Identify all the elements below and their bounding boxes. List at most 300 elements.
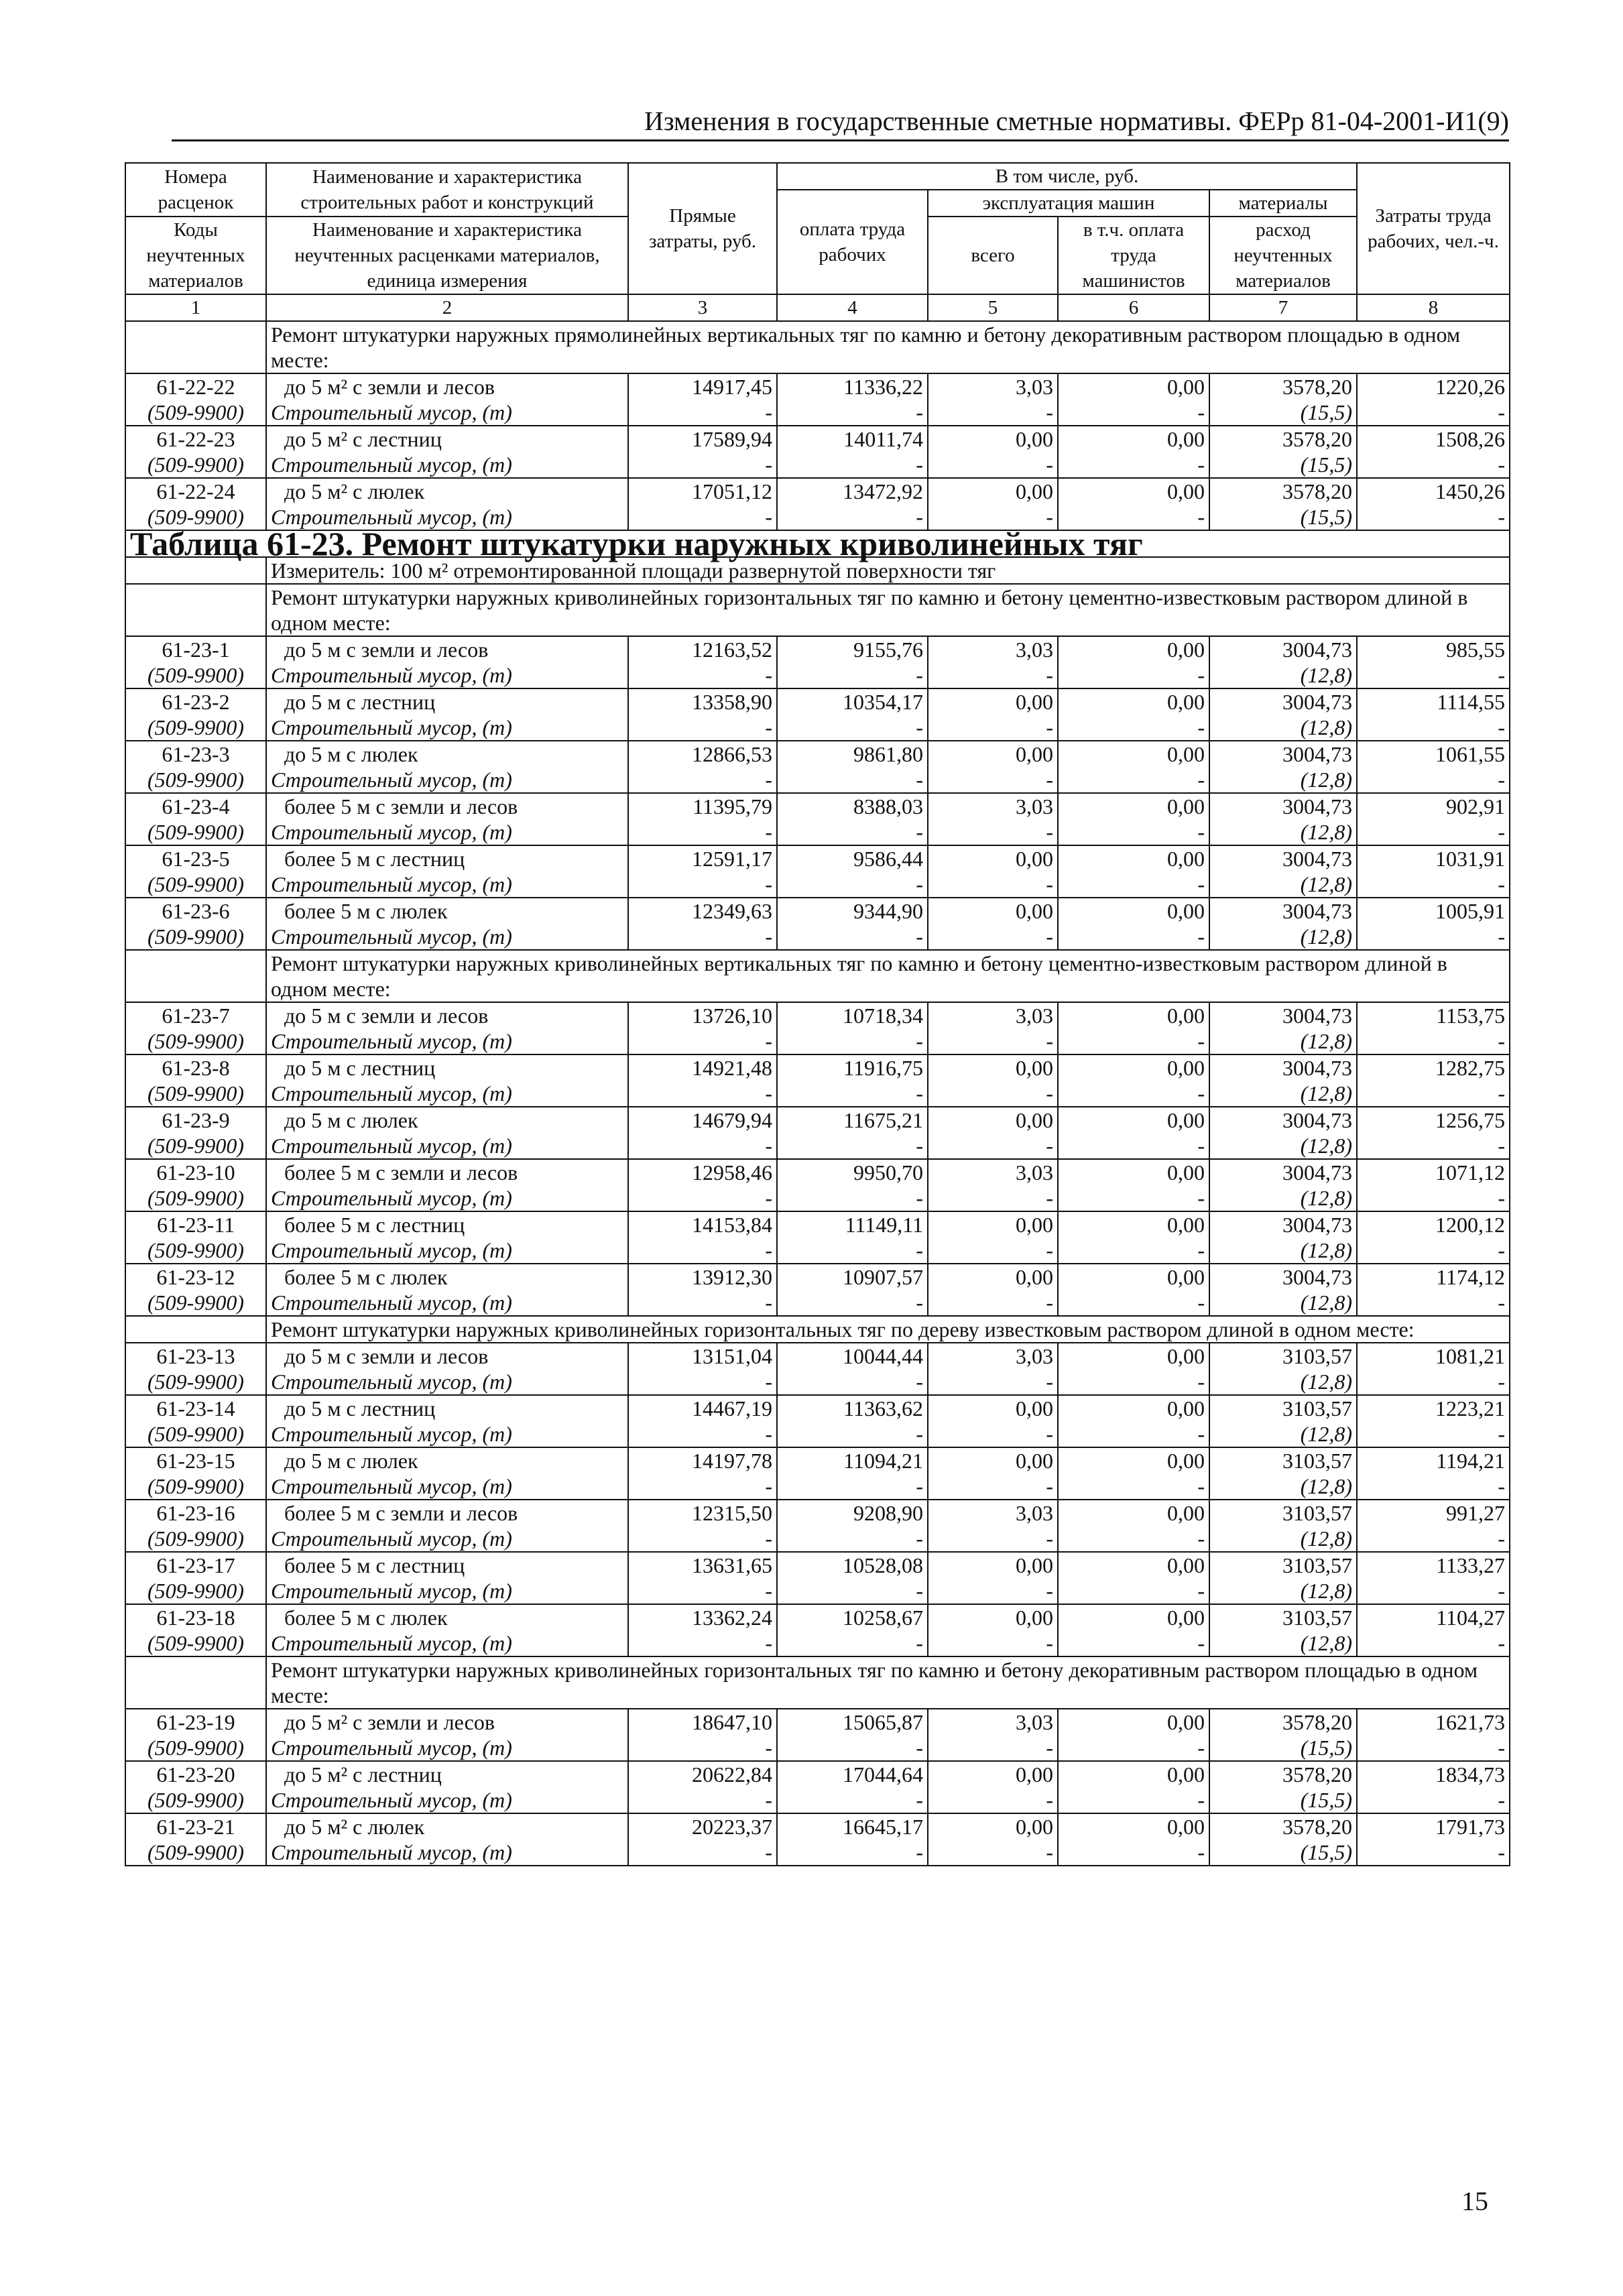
dash: -: [928, 662, 1058, 688]
material-name: Строительный мусор, (т): [266, 767, 628, 793]
dash: -: [777, 1735, 928, 1761]
group-caption: Ремонт штукатурки наружных криволинейных горизонтальных тяг по камню и бетону цементно-известковым раствором длиной в одном месте:: [266, 584, 1510, 636]
table-row: [125, 1395, 1510, 1421]
dash: -: [1357, 924, 1510, 950]
materials-cost: 3578,20: [1209, 1709, 1357, 1735]
dash: -: [777, 715, 928, 741]
dash: -: [777, 1133, 928, 1159]
materials-cost: 3004,73: [1209, 845, 1357, 871]
col-header-material-names: Наименование и характеристика неучтенных расценками материалов, единица измерения: [266, 217, 628, 294]
machines-total: 0,00: [928, 1761, 1058, 1787]
dash: -: [777, 1578, 928, 1604]
table-title-row: [125, 530, 1510, 557]
dash: -: [777, 1185, 928, 1211]
dash: -: [628, 871, 777, 898]
work-name: до 5 м² с земли и лесов: [266, 373, 628, 400]
dash: -: [628, 1578, 777, 1604]
material-row: [125, 1839, 1510, 1866]
operator-wages: 0,00: [1058, 1343, 1209, 1369]
dash: -: [777, 662, 928, 688]
wages: 11149,11: [777, 1211, 928, 1237]
table-row: [125, 478, 1510, 504]
work-name: до 5 м с земли и лесов: [266, 1002, 628, 1028]
materials-cost: 3004,73: [1209, 688, 1357, 715]
materials-cost: 3578,20: [1209, 1761, 1357, 1787]
operator-wages: 0,00: [1058, 898, 1209, 924]
dash: -: [628, 1237, 777, 1264]
dash: -: [628, 1421, 777, 1447]
material-qty: (12,8): [1209, 1237, 1357, 1264]
dash: -: [928, 1369, 1058, 1395]
dash: -: [928, 452, 1058, 478]
material-row: [125, 1630, 1510, 1656]
wages: 10528,08: [777, 1552, 928, 1578]
dash: -: [777, 1081, 928, 1107]
dash: -: [628, 1787, 777, 1813]
rate-code: 61-23-4: [125, 793, 266, 819]
dash: -: [1357, 1421, 1510, 1447]
col-num: 8: [1357, 294, 1510, 321]
work-name: более 5 м с земли и лесов: [266, 793, 628, 819]
dash: -: [1058, 1290, 1209, 1316]
dash: -: [1357, 400, 1510, 426]
dash: -: [1357, 1185, 1510, 1211]
wages: 10044,44: [777, 1343, 928, 1369]
dash: -: [628, 1185, 777, 1211]
group-row: [125, 950, 1510, 1002]
labor-hours: 1223,21: [1357, 1395, 1510, 1421]
materials-cost: 3004,73: [1209, 1159, 1357, 1185]
work-name: более 5 м с люлек: [266, 1604, 628, 1630]
labor-hours: 902,91: [1357, 793, 1510, 819]
dash: -: [1357, 1081, 1510, 1107]
dash: -: [1357, 504, 1510, 530]
dash: -: [1058, 1473, 1209, 1500]
dash: -: [1357, 715, 1510, 741]
dash: -: [1058, 1839, 1209, 1866]
material-code: (509-9900): [125, 1028, 266, 1054]
dash: -: [928, 1185, 1058, 1211]
dash: -: [1357, 1578, 1510, 1604]
col-header-material-use: расход неучтенных материалов: [1209, 217, 1357, 294]
direct-cost: 14921,48: [628, 1054, 777, 1081]
dash: -: [928, 1028, 1058, 1054]
table-row: [125, 1709, 1510, 1735]
material-name: Строительный мусор, (т): [266, 1421, 628, 1447]
materials-cost: 3004,73: [1209, 741, 1357, 767]
material-row: [125, 662, 1510, 688]
measure-row: [125, 557, 1510, 584]
operator-wages: 0,00: [1058, 1107, 1209, 1133]
dash: -: [1357, 767, 1510, 793]
rate-code: 61-23-13: [125, 1343, 266, 1369]
material-qty: (12,8): [1209, 924, 1357, 950]
machines-total: 0,00: [928, 898, 1058, 924]
dash: -: [777, 400, 928, 426]
dash: -: [928, 767, 1058, 793]
machines-total: 0,00: [928, 1395, 1058, 1421]
wages: 11675,21: [777, 1107, 928, 1133]
material-row: [125, 452, 1510, 478]
machines-total: 0,00: [928, 1054, 1058, 1081]
labor-hours: 1621,73: [1357, 1709, 1510, 1735]
dash: -: [1357, 1630, 1510, 1656]
wages: 17044,64: [777, 1761, 928, 1787]
rate-code: 61-22-23: [125, 426, 266, 452]
labor-hours: 1071,12: [1357, 1159, 1510, 1185]
work-name: до 5 м с земли и лесов: [266, 636, 628, 662]
dash: -: [1357, 871, 1510, 898]
dash: -: [928, 1735, 1058, 1761]
dash: -: [928, 715, 1058, 741]
dash: -: [777, 767, 928, 793]
labor-hours: 1256,75: [1357, 1107, 1510, 1133]
material-code: (509-9900): [125, 1369, 266, 1395]
table-row: [125, 1264, 1510, 1290]
material-code: (509-9900): [125, 924, 266, 950]
operator-wages: 0,00: [1058, 1264, 1209, 1290]
materials-cost: 3004,73: [1209, 898, 1357, 924]
dash: -: [1058, 1630, 1209, 1656]
operator-wages: 0,00: [1058, 1604, 1209, 1630]
material-code: (509-9900): [125, 1839, 266, 1866]
material-row: [125, 1133, 1510, 1159]
wages: 13472,92: [777, 478, 928, 504]
material-qty: (12,8): [1209, 1133, 1357, 1159]
table-row: [125, 636, 1510, 662]
group-row: [125, 1316, 1510, 1343]
materials-cost: 3578,20: [1209, 478, 1357, 504]
table-row: [125, 1604, 1510, 1630]
work-name: до 5 м с лестниц: [266, 1054, 628, 1081]
material-code: (509-9900): [125, 400, 266, 426]
col-header-labor: Затраты труда рабочих, чел.-ч.: [1357, 163, 1510, 294]
table-row: [125, 793, 1510, 819]
labor-hours: 1174,12: [1357, 1264, 1510, 1290]
dash: -: [1058, 1185, 1209, 1211]
table-row: [125, 1002, 1510, 1028]
labor-hours: 1450,26: [1357, 478, 1510, 504]
materials-cost: 3004,73: [1209, 1264, 1357, 1290]
material-code: (509-9900): [125, 1133, 266, 1159]
dash: -: [628, 1290, 777, 1316]
rate-code: 61-23-21: [125, 1813, 266, 1839]
material-row: [125, 1735, 1510, 1761]
dash: -: [928, 924, 1058, 950]
page-header: Изменения в государственные сметные нормативы. ФЕРр 81-04-2001-И1(9): [644, 106, 1509, 136]
wages: 10907,57: [777, 1264, 928, 1290]
dash: -: [1357, 1028, 1510, 1054]
dash: -: [777, 1369, 928, 1395]
group-spacer: [125, 950, 266, 1002]
dash: -: [1058, 400, 1209, 426]
dash: -: [1058, 1028, 1209, 1054]
material-code: (509-9900): [125, 1081, 266, 1107]
estimate-table: [125, 162, 1510, 1866]
dash: -: [1058, 924, 1209, 950]
dash: -: [928, 1526, 1058, 1552]
header-row-1: [125, 163, 1510, 190]
table-row: [125, 741, 1510, 767]
direct-cost: 12349,63: [628, 898, 777, 924]
material-qty: (12,8): [1209, 662, 1357, 688]
materials-cost: 3004,73: [1209, 1054, 1357, 1081]
direct-cost: 13912,30: [628, 1264, 777, 1290]
machines-total: 0,00: [928, 688, 1058, 715]
material-code: (509-9900): [125, 1526, 266, 1552]
col-header-machines: эксплуатация машин: [928, 190, 1209, 217]
material-qty: (12,8): [1209, 1081, 1357, 1107]
material-row: [125, 1787, 1510, 1813]
material-name: Строительный мусор, (т): [266, 1630, 628, 1656]
dash: -: [628, 1081, 777, 1107]
operator-wages: 0,00: [1058, 1395, 1209, 1421]
direct-cost: 13358,90: [628, 688, 777, 715]
material-code: (509-9900): [125, 1185, 266, 1211]
material-row: [125, 1369, 1510, 1395]
material-qty: (12,8): [1209, 1369, 1357, 1395]
operator-wages: 0,00: [1058, 1159, 1209, 1185]
table-row: [125, 1447, 1510, 1473]
machines-total: 0,00: [928, 741, 1058, 767]
dash: -: [777, 452, 928, 478]
dash: -: [928, 1133, 1058, 1159]
group-spacer: [125, 1656, 266, 1709]
material-qty: (12,8): [1209, 767, 1357, 793]
rate-code: 61-23-15: [125, 1447, 266, 1473]
dash: -: [928, 1081, 1058, 1107]
material-code: (509-9900): [125, 1473, 266, 1500]
dash: -: [628, 1630, 777, 1656]
material-name: Строительный мусор, (т): [266, 1735, 628, 1761]
col-header-incl: В том числе, руб.: [777, 163, 1357, 190]
direct-cost: 12591,17: [628, 845, 777, 871]
dash: -: [928, 1787, 1058, 1813]
work-name: до 5 м² с земли и лесов: [266, 1709, 628, 1735]
rate-code: 61-23-19: [125, 1709, 266, 1735]
direct-cost: 14153,84: [628, 1211, 777, 1237]
material-qty: (15,5): [1209, 452, 1357, 478]
rate-code: 61-23-2: [125, 688, 266, 715]
rate-code: 61-23-8: [125, 1054, 266, 1081]
dash: -: [1058, 1421, 1209, 1447]
machines-total: 0,00: [928, 1107, 1058, 1133]
dash: -: [628, 1839, 777, 1866]
dash: -: [1058, 715, 1209, 741]
material-qty: (12,8): [1209, 1578, 1357, 1604]
direct-cost: 12866,53: [628, 741, 777, 767]
material-row: [125, 767, 1510, 793]
operator-wages: 0,00: [1058, 688, 1209, 715]
material-row: [125, 1421, 1510, 1447]
direct-cost: 14917,45: [628, 373, 777, 400]
operator-wages: 0,00: [1058, 426, 1209, 452]
table-row: [125, 1552, 1510, 1578]
work-name: до 5 м² с лестниц: [266, 426, 628, 452]
machines-total: 3,03: [928, 636, 1058, 662]
dash: -: [928, 504, 1058, 530]
material-name: Строительный мусор, (т): [266, 504, 628, 530]
table-row: [125, 688, 1510, 715]
operator-wages: 0,00: [1058, 636, 1209, 662]
table-row: [125, 1211, 1510, 1237]
col-header-material-codes: Коды неучтенных материалов: [125, 217, 266, 294]
materials-cost: 3578,20: [1209, 373, 1357, 400]
material-code: (509-9900): [125, 767, 266, 793]
labor-hours: 991,27: [1357, 1500, 1510, 1526]
operator-wages: 0,00: [1058, 1054, 1209, 1081]
labor-hours: 1081,21: [1357, 1343, 1510, 1369]
material-name: Строительный мусор, (т): [266, 871, 628, 898]
labor-hours: 1220,26: [1357, 373, 1510, 400]
materials-cost: 3103,57: [1209, 1552, 1357, 1578]
material-qty: (15,5): [1209, 1735, 1357, 1761]
rate-code: 61-23-1: [125, 636, 266, 662]
dash: -: [777, 504, 928, 530]
operator-wages: 0,00: [1058, 741, 1209, 767]
direct-cost: 13362,24: [628, 1604, 777, 1630]
dash: -: [777, 1290, 928, 1316]
group-spacer: [125, 1316, 266, 1343]
table-row: [125, 426, 1510, 452]
material-name: Строительный мусор, (т): [266, 1133, 628, 1159]
group-spacer: [125, 584, 266, 636]
rate-code: 61-23-18: [125, 1604, 266, 1630]
dash: -: [777, 819, 928, 845]
col-num: 1: [125, 294, 266, 321]
rate-code: 61-23-16: [125, 1500, 266, 1526]
dash: -: [777, 924, 928, 950]
col-header-materials: материалы: [1209, 190, 1357, 217]
dash: -: [928, 1839, 1058, 1866]
work-name: более 5 м с лестниц: [266, 1552, 628, 1578]
operator-wages: 0,00: [1058, 1447, 1209, 1473]
material-name: Строительный мусор, (т): [266, 819, 628, 845]
wages: 15065,87: [777, 1709, 928, 1735]
labor-hours: 1114,55: [1357, 688, 1510, 715]
dash: -: [1357, 1839, 1510, 1866]
material-qty: (12,8): [1209, 871, 1357, 898]
material-row: [125, 1028, 1510, 1054]
group-row: [125, 1656, 1510, 1709]
table-row: [125, 845, 1510, 871]
col-num: 5: [928, 294, 1058, 321]
rate-code: 61-23-11: [125, 1211, 266, 1237]
operator-wages: 0,00: [1058, 1761, 1209, 1787]
materials-cost: 3004,73: [1209, 1211, 1357, 1237]
rate-code: 61-22-22: [125, 373, 266, 400]
material-name: Строительный мусор, (т): [266, 662, 628, 688]
rate-code: 61-23-12: [125, 1264, 266, 1290]
material-code: (509-9900): [125, 1735, 266, 1761]
dash: -: [928, 819, 1058, 845]
material-row: [125, 1578, 1510, 1604]
dash: -: [628, 1526, 777, 1552]
work-name: до 5 м с люлек: [266, 741, 628, 767]
group-caption: Ремонт штукатурки наружных криволинейных вертикальных тяг по камню и бетону цементно-известковым раствором длиной в одном месте:: [266, 950, 1510, 1002]
material-row: [125, 1081, 1510, 1107]
dash: -: [1357, 1290, 1510, 1316]
material-code: (509-9900): [125, 1787, 266, 1813]
material-code: (509-9900): [125, 715, 266, 741]
labor-hours: 1133,27: [1357, 1552, 1510, 1578]
material-qty: (12,8): [1209, 1421, 1357, 1447]
material-qty: (12,8): [1209, 1028, 1357, 1054]
dash: -: [1058, 1237, 1209, 1264]
wages: 10258,67: [777, 1604, 928, 1630]
operator-wages: 0,00: [1058, 1002, 1209, 1028]
dash: -: [1357, 1787, 1510, 1813]
material-code: (509-9900): [125, 1421, 266, 1447]
material-code: (509-9900): [125, 662, 266, 688]
machines-total: 3,03: [928, 1500, 1058, 1526]
wages: 9155,76: [777, 636, 928, 662]
work-name: до 5 м² с люлек: [266, 1813, 628, 1839]
rate-code: 61-23-9: [125, 1107, 266, 1133]
col-header-machines-total: всего: [928, 217, 1058, 294]
machines-total: 0,00: [928, 426, 1058, 452]
rate-code: 61-23-6: [125, 898, 266, 924]
dash: -: [628, 504, 777, 530]
materials-cost: 3103,57: [1209, 1604, 1357, 1630]
labor-hours: 1834,73: [1357, 1761, 1510, 1787]
dash: -: [628, 662, 777, 688]
operator-wages: 0,00: [1058, 1211, 1209, 1237]
table-row: [125, 1500, 1510, 1526]
dash: -: [777, 871, 928, 898]
machines-total: 0,00: [928, 1264, 1058, 1290]
direct-cost: 12315,50: [628, 1500, 777, 1526]
machines-total: 3,03: [928, 373, 1058, 400]
operator-wages: 0,00: [1058, 1813, 1209, 1839]
dash: -: [928, 1421, 1058, 1447]
table-row: [125, 1343, 1510, 1369]
material-qty: (15,5): [1209, 504, 1357, 530]
material-qty: (12,8): [1209, 819, 1357, 845]
wages: 11363,62: [777, 1395, 928, 1421]
dash: -: [928, 1290, 1058, 1316]
work-name: до 5 м с лестниц: [266, 1395, 628, 1421]
dash: -: [1058, 452, 1209, 478]
header-rule: [172, 139, 1509, 141]
wages: 14011,74: [777, 426, 928, 452]
direct-cost: 13726,10: [628, 1002, 777, 1028]
rate-code: 61-23-20: [125, 1761, 266, 1787]
wages: 16645,17: [777, 1813, 928, 1839]
dash: -: [777, 1526, 928, 1552]
work-name: до 5 м с люлек: [266, 1107, 628, 1133]
table-row: [125, 1761, 1510, 1787]
material-name: Строительный мусор, (т): [266, 400, 628, 426]
rate-code: 61-23-17: [125, 1552, 266, 1578]
wages: 9586,44: [777, 845, 928, 871]
group-row: [125, 321, 1510, 373]
operator-wages: 0,00: [1058, 793, 1209, 819]
col-num: 6: [1058, 294, 1209, 321]
table-title: Таблица 61-23. Ремонт штукатурки наружных криволинейных тяг: [125, 530, 1510, 557]
work-name: до 5 м² с лестниц: [266, 1761, 628, 1787]
rate-code: 61-22-24: [125, 478, 266, 504]
material-qty: (12,8): [1209, 1185, 1357, 1211]
dash: -: [1058, 1526, 1209, 1552]
dash: -: [777, 1237, 928, 1264]
direct-cost: 18647,10: [628, 1709, 777, 1735]
operator-wages: 0,00: [1058, 1552, 1209, 1578]
dash: -: [1058, 1081, 1209, 1107]
wages: 9344,90: [777, 898, 928, 924]
machines-total: 0,00: [928, 1552, 1058, 1578]
work-name: более 5 м с земли и лесов: [266, 1500, 628, 1526]
